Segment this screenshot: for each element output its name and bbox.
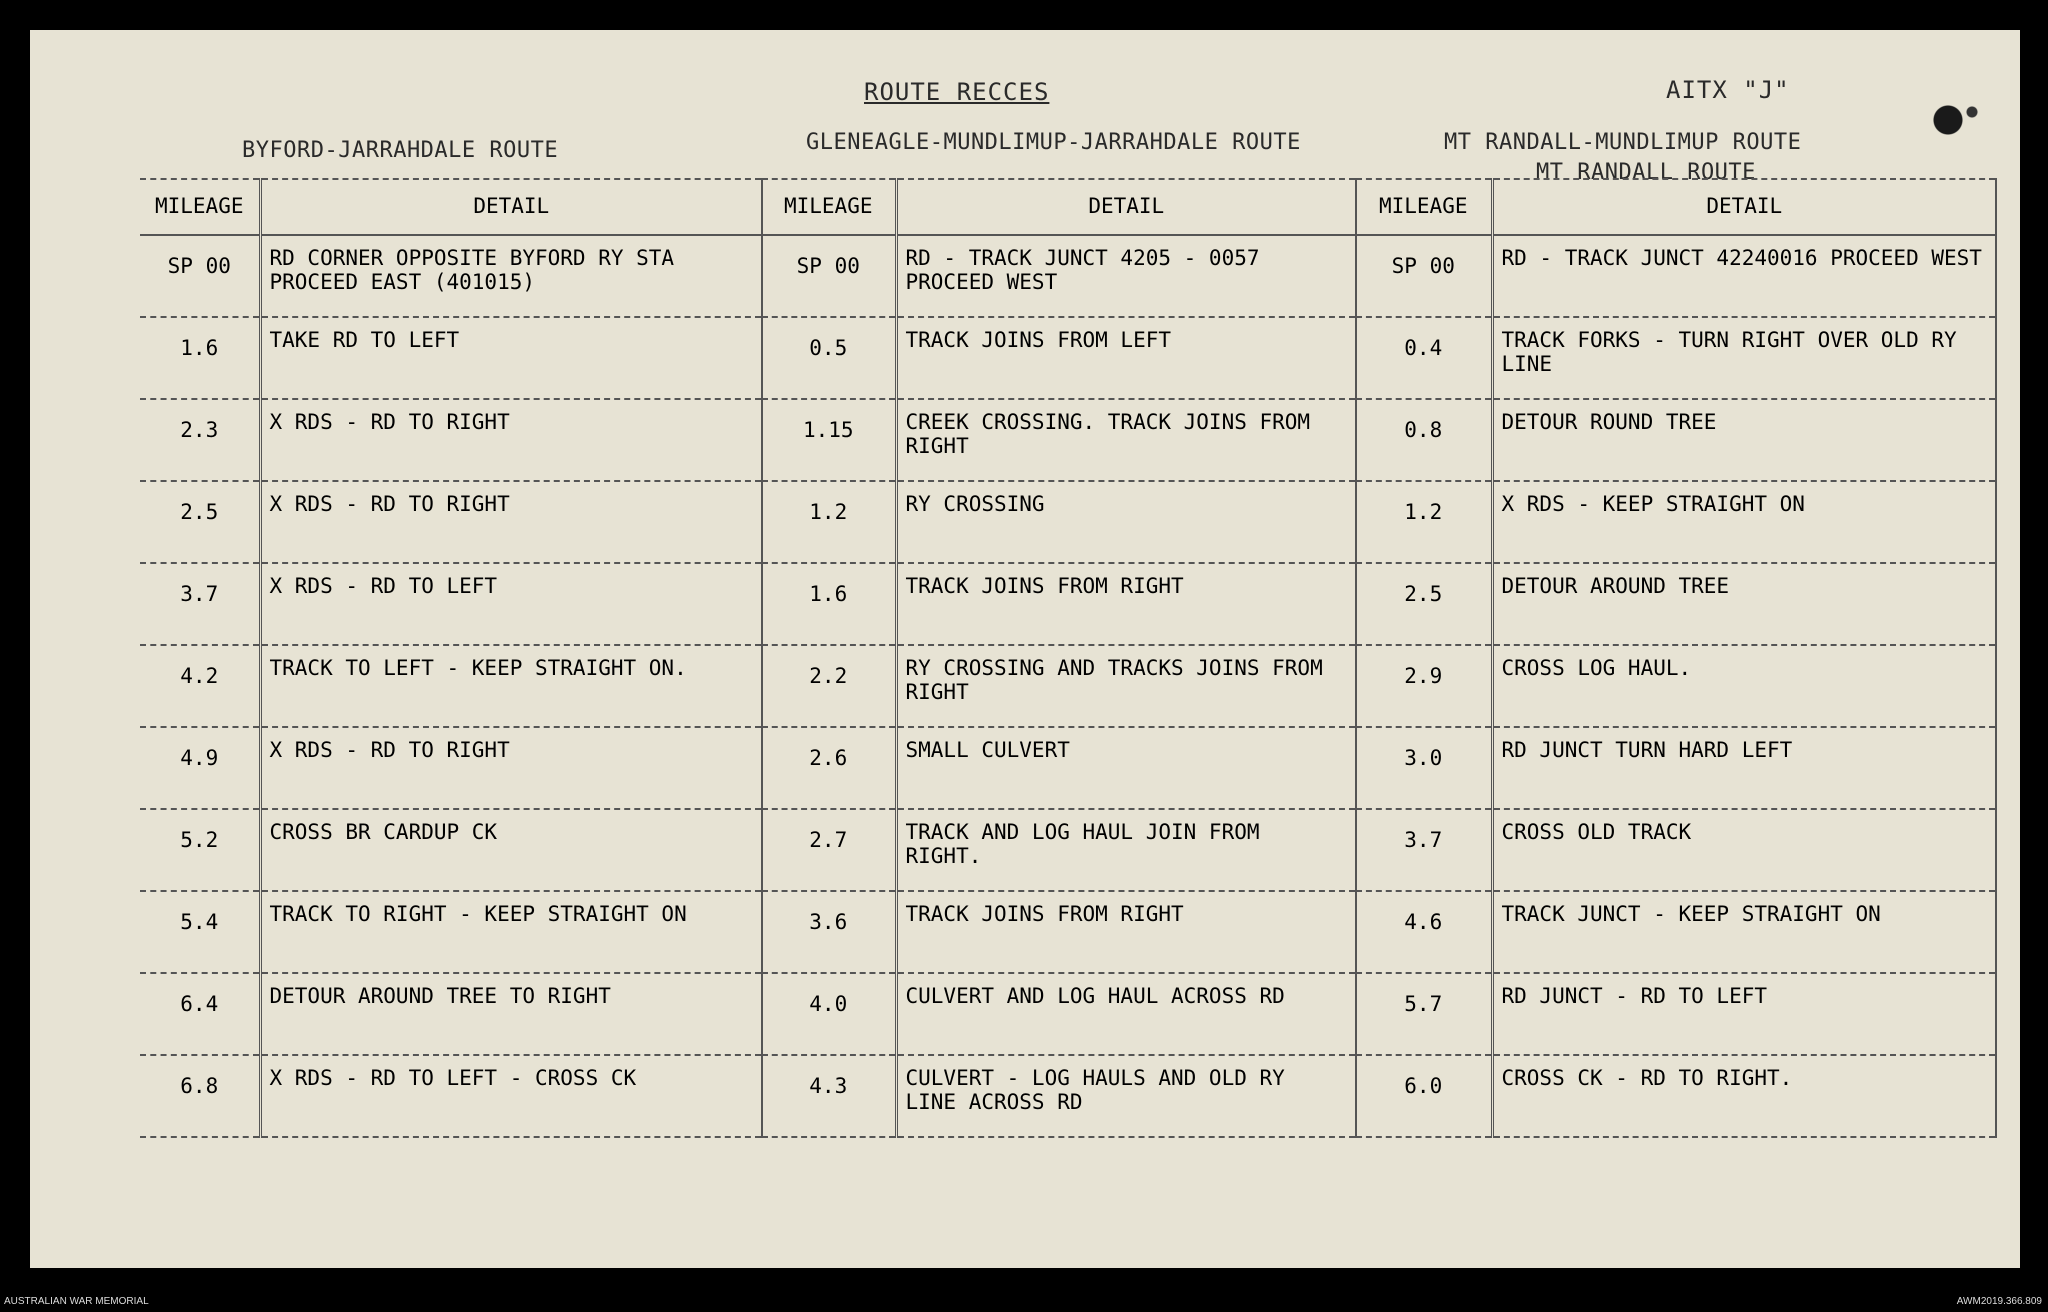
table-row	[762, 399, 1356, 481]
table-row	[762, 973, 1356, 1055]
mileage-cell: 2.5	[1356, 563, 1492, 645]
table-row	[762, 1055, 1356, 1137]
detail-cell: RD JUNCT - RD TO LEFT	[1492, 973, 1996, 1055]
table-row	[140, 1055, 762, 1137]
footer-accession-number: AWM2019.366.809	[1956, 1296, 2042, 1307]
document-title: ROUTE RECCES	[864, 78, 1050, 106]
table-row	[1356, 317, 1996, 399]
detail-cell: RD CORNER OPPOSITE BYFORD RY STA PROCEED EAST (401015)	[260, 235, 762, 317]
mileage-cell: 2.2	[762, 645, 896, 727]
table-row	[1356, 399, 1996, 481]
table-row	[140, 481, 762, 563]
annex-label: AITX "J"	[1666, 76, 1790, 104]
table-row	[762, 235, 1356, 317]
detail-cell: SMALL CULVERT	[896, 727, 1356, 809]
detail-cell: CREEK CROSSING. TRACK JOINS FROM RIGHT	[896, 399, 1356, 481]
mileage-cell: 3.7	[1356, 809, 1492, 891]
route-3-table	[1356, 178, 1997, 1138]
table-row	[762, 809, 1356, 891]
mileage-cell: SP 00	[1356, 235, 1492, 317]
mileage-cell: 5.2	[140, 809, 260, 891]
mileage-cell: 3.7	[140, 563, 260, 645]
mileage-cell: 4.6	[1356, 891, 1492, 973]
route-1-table	[140, 178, 763, 1138]
table-row	[140, 235, 762, 317]
detail-cell: X RDS - KEEP STRAIGHT ON	[1492, 481, 1996, 563]
detail-cell: CROSS CK - RD TO RIGHT.	[1492, 1055, 1996, 1137]
detail-cell: TAKE RD TO LEFT	[260, 317, 762, 399]
mileage-cell: 4.3	[762, 1055, 896, 1137]
mileage-cell: 3.0	[1356, 727, 1492, 809]
detail-cell: RD JUNCT TURN HARD LEFT	[1492, 727, 1996, 809]
table-row	[762, 563, 1356, 645]
table-row	[762, 727, 1356, 809]
table-row	[762, 891, 1356, 973]
mileage-cell: 6.0	[1356, 1055, 1492, 1137]
mileage-header: MILEAGE	[762, 179, 896, 235]
detail-cell: X RDS - RD TO RIGHT	[260, 727, 762, 809]
mileage-cell: 2.7	[762, 809, 896, 891]
detail-cell: TRACK AND LOG HAUL JOIN FROM RIGHT.	[896, 809, 1356, 891]
detail-cell: TRACK JOINS FROM RIGHT	[896, 563, 1356, 645]
detail-cell: TRACK TO RIGHT - KEEP STRAIGHT ON	[260, 891, 762, 973]
mileage-cell: 0.8	[1356, 399, 1492, 481]
table-row	[140, 973, 762, 1055]
detail-cell: TRACK TO LEFT - KEEP STRAIGHT ON.	[260, 645, 762, 727]
table-row	[140, 399, 762, 481]
detail-cell: CROSS OLD TRACK	[1492, 809, 1996, 891]
mileage-cell: 6.4	[140, 973, 260, 1055]
mileage-cell: 0.4	[1356, 317, 1492, 399]
table-row	[140, 809, 762, 891]
detail-cell: X RDS - RD TO RIGHT	[260, 481, 762, 563]
mileage-cell: 2.9	[1356, 645, 1492, 727]
detail-cell: CROSS BR CARDUP CK	[260, 809, 762, 891]
mileage-cell: 2.3	[140, 399, 260, 481]
table-row	[140, 563, 762, 645]
table-row	[1356, 891, 1996, 973]
detail-cell: X RDS - RD TO RIGHT	[260, 399, 762, 481]
detail-cell: TRACK JOINS FROM RIGHT	[896, 891, 1356, 973]
mileage-cell: 2.6	[762, 727, 896, 809]
detail-cell: X RDS - RD TO LEFT	[260, 563, 762, 645]
table-row	[1356, 235, 1996, 317]
detail-cell: CULVERT AND LOG HAUL ACROSS RD	[896, 973, 1356, 1055]
table-row	[762, 317, 1356, 399]
mileage-cell: 2.5	[140, 481, 260, 563]
mileage-cell: 4.2	[140, 645, 260, 727]
detail-header: DETAIL	[260, 179, 762, 235]
ink-blot	[1930, 100, 1990, 140]
mileage-cell: 0.5	[762, 317, 896, 399]
table-row	[1356, 481, 1996, 563]
detail-cell: X RDS - RD TO LEFT - CROSS CK	[260, 1055, 762, 1137]
table-row	[1356, 1055, 1996, 1137]
mileage-cell: SP 00	[140, 235, 260, 317]
detail-cell: RD - TRACK JUNCT 42240016 PROCEED WEST	[1492, 235, 1996, 317]
mileage-cell: 1.6	[140, 317, 260, 399]
table-row	[762, 481, 1356, 563]
detail-cell: RY CROSSING	[896, 481, 1356, 563]
mileage-cell: 1.15	[762, 399, 896, 481]
detail-header: DETAIL	[1492, 179, 1996, 235]
mileage-cell: SP 00	[762, 235, 896, 317]
detail-cell: DETOUR AROUND TREE TO RIGHT	[260, 973, 762, 1055]
detail-cell: TRACK FORKS - TURN RIGHT OVER OLD RY LINE	[1492, 317, 1996, 399]
mileage-cell: 4.0	[762, 973, 896, 1055]
mileage-cell: 3.6	[762, 891, 896, 973]
mileage-cell: 1.2	[1356, 481, 1492, 563]
detail-cell: DETOUR ROUND TREE	[1492, 399, 1996, 481]
route-3-heading: MT RANDALL-MUNDLIMUP ROUTE	[1444, 130, 1802, 155]
table-row	[1356, 727, 1996, 809]
detail-header: DETAIL	[896, 179, 1356, 235]
mileage-cell: 5.4	[140, 891, 260, 973]
detail-cell: TRACK JOINS FROM LEFT	[896, 317, 1356, 399]
route-1-heading: BYFORD-JARRAHDALE ROUTE	[242, 138, 559, 163]
mileage-cell: 4.9	[140, 727, 260, 809]
mileage-cell: 1.6	[762, 563, 896, 645]
table-row	[140, 727, 762, 809]
table-row	[140, 645, 762, 727]
mileage-cell: 5.7	[1356, 973, 1492, 1055]
route-2-heading: GLENEAGLE-MUNDLIMUP-JARRAHDALE ROUTE	[806, 130, 1301, 155]
route-2-table	[762, 178, 1357, 1138]
detail-cell: DETOUR AROUND TREE	[1492, 563, 1996, 645]
footer-credit: AUSTRALIAN WAR MEMORIAL	[4, 1296, 149, 1307]
mileage-cell: 1.2	[762, 481, 896, 563]
detail-cell: CROSS LOG HAUL.	[1492, 645, 1996, 727]
table-row	[140, 891, 762, 973]
table-row	[762, 645, 1356, 727]
table-row	[1356, 973, 1996, 1055]
mileage-cell: 6.8	[140, 1055, 260, 1137]
route-3-heading-line2: MT RANDALL ROUTE	[1536, 160, 1756, 185]
table-row	[1356, 809, 1996, 891]
mileage-header: MILEAGE	[140, 179, 260, 235]
detail-cell: RD - TRACK JUNCT 4205 - 0057 PROCEED WEST	[896, 235, 1356, 317]
detail-cell: TRACK JUNCT - KEEP STRAIGHT ON	[1492, 891, 1996, 973]
table-row	[1356, 563, 1996, 645]
detail-cell: CULVERT - LOG HAULS AND OLD RY LINE ACROSS RD	[896, 1055, 1356, 1137]
mileage-header: MILEAGE	[1356, 179, 1492, 235]
detail-cell: RY CROSSING AND TRACKS JOINS FROM RIGHT	[896, 645, 1356, 727]
table-row	[1356, 645, 1996, 727]
table-row	[140, 317, 762, 399]
